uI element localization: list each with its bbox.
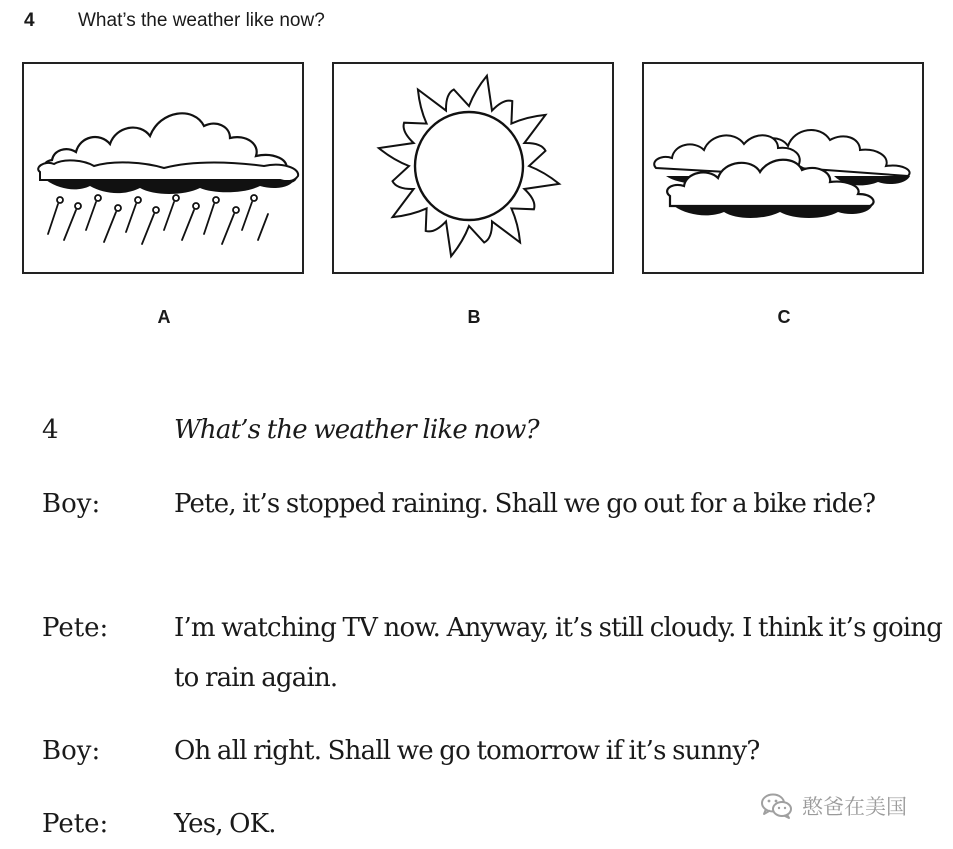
watermark-text: 憨爸在美国 [802,795,907,819]
speaker-label: Boy: [42,736,101,766]
rain-cloud-icon [24,64,302,272]
watermark [760,788,907,824]
speaker-label: Pete: [42,809,109,839]
picture-a[interactable] [22,62,304,274]
option-label-c: C [777,307,791,327]
option-label-a: A [157,307,171,327]
wechat-icon [760,792,794,820]
speech-text: Yes, OK. [174,809,276,839]
sun-icon [334,64,612,272]
transcript-number: 4 [42,415,59,445]
clouds-icon [644,64,922,272]
transcript-question: What’s the weather like now? [174,415,539,445]
question-text: What’s the weather like now? [78,10,325,31]
picture-c[interactable] [642,62,924,274]
option-label-b: B [467,307,481,327]
speech-text: Oh all right. Shall we go tomorrow if it’s sunny? [174,736,760,766]
speaker-label: Pete: [42,613,109,643]
speaker-label: Boy: [42,489,101,519]
speech-text: I’m watching TV now. Anyway, it’s still cloudy. I think it’s going to rain again. [174,613,943,693]
speech-text: Pete, it’s stopped raining. Shall we go out for a bike ride? [174,489,876,519]
question-number: 4 [24,10,35,31]
picture-b[interactable] [332,62,614,274]
